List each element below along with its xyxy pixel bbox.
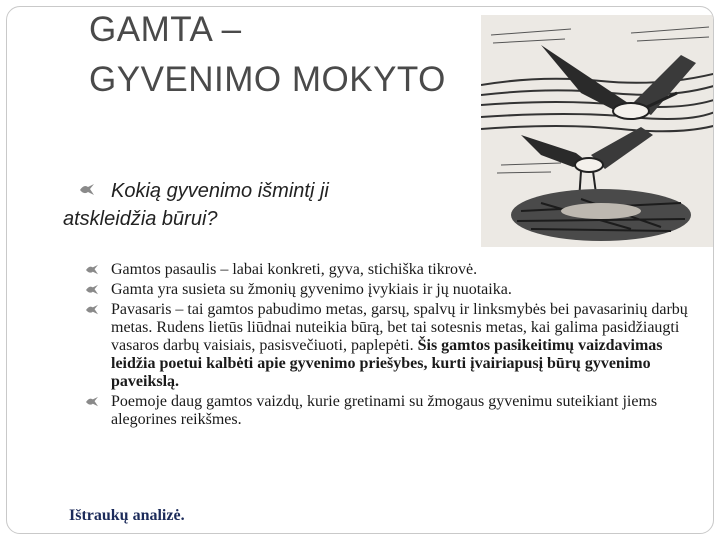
bullet-item <box>85 393 695 429</box>
storks-engraving-image <box>481 15 714 247</box>
bird-bullet-icon <box>85 396 99 408</box>
bullet-text: Poemoje daug gamtos vaizdų, kurie gretinami su žmogaus gyvenimu suteikiant jiems alegorines reikšmes. <box>111 393 658 428</box>
bird-bullet-icon <box>79 183 95 197</box>
bird-bullet-icon <box>85 304 99 316</box>
footer-link-text: Ištraukų analizė. <box>69 507 185 524</box>
bullet-bold-text: Šis gamtos pasikeitimų vaizdavimas leidžia poetui kalbėti apie gyvenimo priešybes, kurti įvairiapusį būrų gyvenimo paveikslą. <box>111 337 663 390</box>
bullet-item <box>85 301 695 391</box>
bird-bullet-icon <box>85 284 99 296</box>
bullet-item <box>85 261 695 279</box>
slide-title <box>89 6 446 105</box>
bullet-list <box>85 261 695 431</box>
question-line-1: Kokią gyvenimo išmintį ji <box>111 180 329 202</box>
slide <box>6 6 714 534</box>
bullet-text: Gamtos pasaulis – labai konkreti, gyva, stichiška tikrovė. <box>111 261 478 278</box>
question-block <box>63 177 423 233</box>
bullet-text: Gamta yra susieta su žmonių gyvenimo įvykiais ir jų nuotaika. <box>111 281 512 298</box>
bullet-text: Pavasaris – tai gamtos pabudimo metas, garsų, spalvų ir linksmybės bei pavasarinių darbų metas. Rudens lietūs liūdnai nuteikia būrą, bet tai sotesnis metas, kai galima pasidžiaugti vasaros darbų vaisiais, pasisvečiuoti, paplepėti. <box>111 301 688 354</box>
slide-title-line-1: GAMTA – <box>89 10 242 49</box>
bird-bullet-icon <box>85 264 99 276</box>
slide-title-line-2: GYVENIMO MOKYTO <box>89 60 446 99</box>
bullet-item <box>85 281 695 299</box>
question-line-2: atskleidžia būrui? <box>63 208 218 230</box>
